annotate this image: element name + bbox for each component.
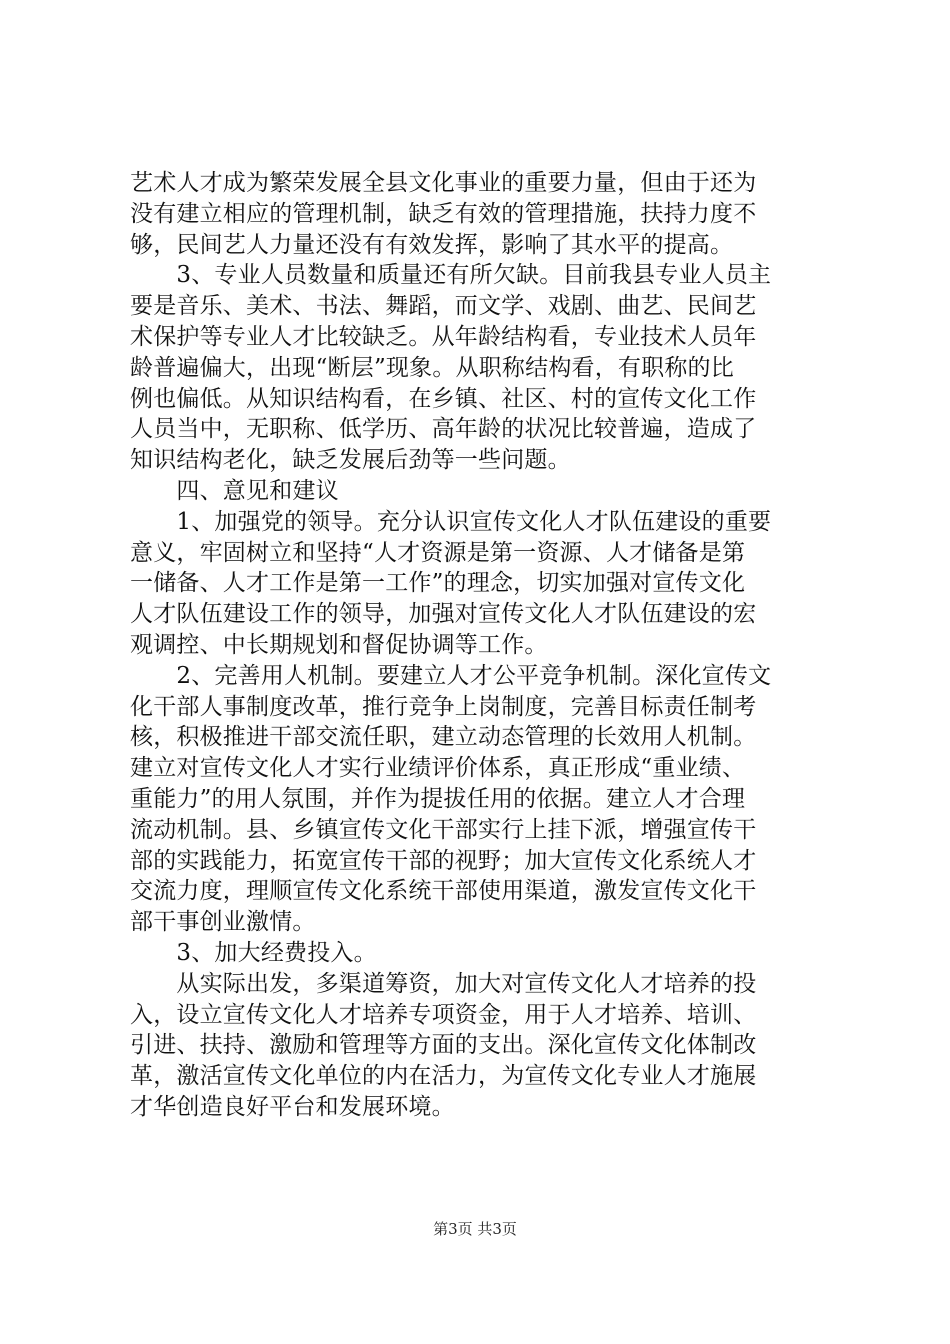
text-line: 2、完善用人机制。要建立人才公平竞争机制。深化宣传文 (130, 662, 772, 689)
text-line: 从实际出发，多渠道筹资，加大对宣传文化人才培养的投 (130, 970, 757, 997)
text-line: 知识结构老化，缺乏发展后劲等一些问题。 (130, 447, 571, 474)
text-line: 1、加强党的领导。充分认识宣传文化人才队伍建设的重要 (130, 508, 772, 535)
text-line: 核，积极推进干部交流任职，建立动态管理的长效用人机制。 (130, 724, 757, 751)
text-line: 交流力度，理顺宣传文化系统干部使用渠道，激发宣传文化干 (130, 878, 757, 905)
text-line: 一储备、人才工作是第一工作”的理念，切实加强对宣传文化 (130, 570, 746, 597)
text-line: 入，设立宣传文化人才培养专项资金，用于人才培养、培训、 (130, 1001, 757, 1028)
text-line: 要是音乐、美术、书法、舞蹈，而文学、戏剧、曲艺、民间艺 (130, 293, 757, 320)
text-line: 重能力”的用人氛围，并作为提拔任用的依据。建立人才合理 (130, 785, 746, 812)
text-line: 才华创造良好平台和发展环境。 (130, 1093, 455, 1120)
text-line: 3、加大经费投入。 (130, 939, 377, 966)
text-line: 例也偏低。从知识结构看，在乡镇、社区、村的宣传文化工作 (130, 385, 757, 412)
text-line: 建立对宣传文化人才实行业绩评价体系，真正形成“重业绩、 (130, 755, 746, 782)
document-body (130, 168, 830, 1123)
text-line: 龄普遍偏大，出现“断层”现象。从职称结构看，有职称的比 (130, 354, 734, 381)
page-footer: 第3页 共3页 (433, 1220, 517, 1238)
text-line: 人才队伍建设工作的领导，加强对宣传文化人才队伍建设的宏 (130, 601, 757, 628)
text-line: 观调控、中长期规划和督促协调等工作。 (130, 631, 548, 658)
text-line: 艺术人才成为繁荣发展全县文化事业的重要力量，但由于还为 (130, 170, 757, 196)
text-line: 引进、扶持、激励和管理等方面的支出。深化宣传文化体制改 (130, 1032, 757, 1059)
text-line: 3、专业人员数量和质量还有所欠缺。目前我县专业人员主 (130, 262, 772, 289)
text-line: 四、意见和建议 (130, 477, 339, 504)
text-line: 部干事创业激情。 (130, 909, 316, 936)
text-line: 术保护等专业人才比较缺乏。从年龄结构看，专业技术人员年 (130, 323, 757, 350)
text-line: 部的实践能力，拓宽宣传干部的视野；加大宣传文化系统人才 (130, 847, 757, 874)
text-line: 化干部人事制度改革，推行竞争上岗制度，完善目标责任制考 (130, 693, 757, 720)
text-line: 意义，牢固树立和坚持“人才资源是第一资源、人才储备是第 (130, 539, 746, 566)
text-line: 革，激活宣传文化单位的内在活力，为宣传文化专业人才施展 (130, 1063, 757, 1090)
text-line: 流动机制。县、乡镇宣传文化干部实行上挂下派，增强宣传干 (130, 816, 757, 843)
text-line: 没有建立相应的管理机制，缺乏有效的管理措施，扶持力度不 (130, 200, 757, 227)
text-line: 够，民间艺人力量还没有有效发挥，影响了其水平的提高。 (130, 231, 734, 258)
text-line: 人员当中，无职称、低学历、高年龄的状况比较普遍，造成了 (130, 416, 757, 443)
